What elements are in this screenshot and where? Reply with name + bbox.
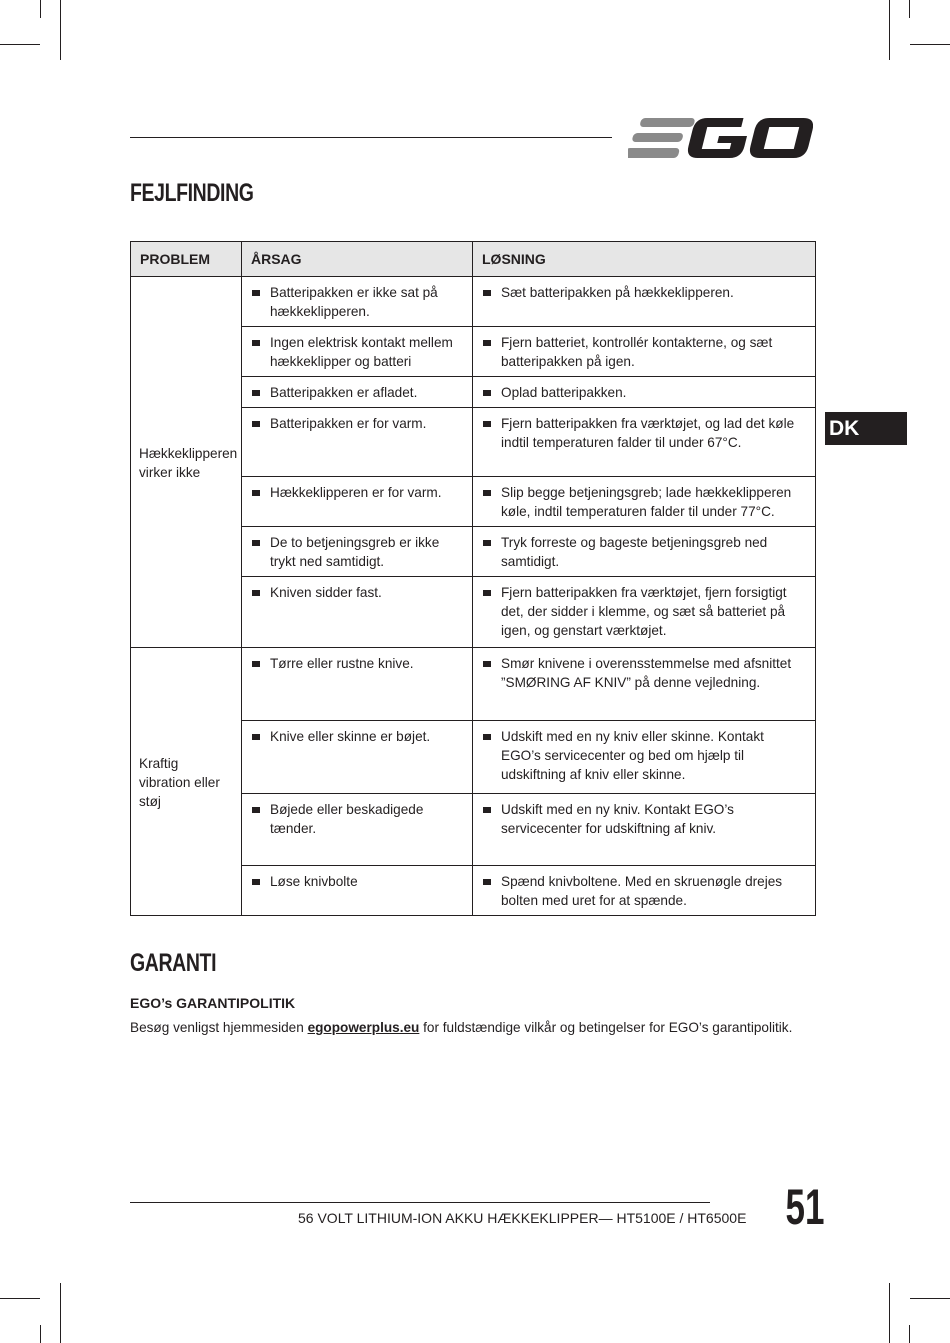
solution-cell: Slip begge betjeningsgreb; lade hækkeklipperen køle, indtil temperaturen falder til under 77°C. [473, 477, 816, 527]
bullet-square-icon [252, 734, 260, 740]
column-header-problem: PROBLEM [131, 242, 242, 277]
crop-mark [60, 0, 61, 60]
warranty-subheading: EGO’s GARANTIPOLITIK [130, 995, 296, 1011]
solution-cell: Fjern batteripakken fra værktøjet, og lad det køle indtil temperaturen falder til under 67°C. [473, 408, 816, 477]
cause-cell: Ingen elektrisk kontakt mellem hækkeklipper og batteri [242, 327, 473, 377]
solution-cell: Smør knivene i overensstemmelse med afsnittet ”SMØRING AF KNIV” på denne vejledning. [473, 648, 816, 721]
warranty-paragraph [130, 1020, 792, 1035]
bullet-square-icon [252, 390, 260, 396]
language-tab: DK [825, 412, 907, 445]
cause-cell: Batteripakken er ikke sat på hækkeklipperen. [242, 277, 473, 327]
warranty-text-after: for fuldstændige vilkår og betingelser for EGO’s garantipolitik. [419, 1020, 793, 1035]
cause-cell: Tørre eller rustne knive. [242, 648, 473, 721]
header-rule [130, 137, 612, 138]
column-header-solution: LØSNING [473, 242, 816, 277]
warranty-text-before: Besøg venligst hjemmesiden [130, 1020, 308, 1035]
solution-cell: Fjern batteriet, kontrollér kontakterne, og sæt batteripakken på igen. [473, 327, 816, 377]
cause-cell: Knive eller skinne er bøjet. [242, 721, 473, 794]
bullet-square-icon [483, 734, 491, 740]
solution-cell: Udskift med en ny kniv. Kontakt EGO’s servicecenter for udskiftning af kniv. [473, 794, 816, 866]
bullet-square-icon [483, 340, 491, 346]
page-number: 51 [785, 1179, 825, 1235]
bullet-square-icon [483, 590, 491, 596]
solution-cell: Tryk forreste og bageste betjeningsgreb ned samtidigt. [473, 527, 816, 577]
crop-mark [40, 1325, 41, 1343]
cause-cell: De to betjeningsgreb er ikke trykt ned samtidigt. [242, 527, 473, 577]
bullet-square-icon [252, 879, 260, 885]
crop-mark [60, 1283, 61, 1343]
warranty-link[interactable]: egopowerplus.eu [307, 1020, 420, 1035]
bullet-square-icon [483, 540, 491, 546]
cause-cell: Kniven sidder fast. [242, 577, 473, 648]
bullet-square-icon [252, 490, 260, 496]
bullet-square-icon [483, 490, 491, 496]
crop-mark [909, 1325, 910, 1343]
solution-cell: Udskift med en ny kniv eller skinne. Kontakt EGO’s servicecenter og bed om hjælp til udskiftning af kniv eller skinne. [473, 721, 816, 794]
solution-cell: Sæt batteripakken på hækkeklipperen. [473, 277, 816, 327]
crop-mark [0, 1298, 40, 1299]
solution-cell: Oplad batteripakken. [473, 377, 816, 408]
crop-mark [0, 44, 40, 45]
bullet-square-icon [252, 807, 260, 813]
bullet-square-icon [483, 807, 491, 813]
bullet-square-icon [252, 590, 260, 596]
bullet-square-icon [483, 390, 491, 396]
problem-cell: Hækkeklipperen virker ikke [131, 277, 242, 648]
crop-mark [910, 1298, 950, 1299]
solution-cell: Fjern batteripakken fra værktøjet, fjern forsigtigt det, der sidder i klemme, og sæt så batteriet på igen, og genstart værktøjet. [473, 577, 816, 648]
ego-logo [628, 116, 813, 160]
crop-mark [40, 0, 41, 18]
cause-cell: Hækkeklipperen er for varm. [242, 477, 473, 527]
solution-cell: Spænd knivboltene. Med en skruenøgle drejes bolten med uret for at spænde. [473, 866, 816, 916]
bullet-square-icon [483, 661, 491, 667]
column-header-cause: ÅRSAG [242, 242, 473, 277]
troubleshooting-heading: FEJLFINDING [130, 179, 254, 207]
crop-mark [889, 1283, 890, 1343]
crop-mark [889, 0, 890, 60]
bullet-square-icon [483, 421, 491, 427]
bullet-square-icon [483, 879, 491, 885]
footer-rule [130, 1202, 710, 1203]
cause-cell: Bøjede eller beskadigede tænder. [242, 794, 473, 866]
cause-cell: Batteripakken er for varm. [242, 408, 473, 477]
problem-cell: Kraftig vibration eller støj [131, 648, 242, 916]
cause-cell: Batteripakken er afladet. [242, 377, 473, 408]
table-row [131, 277, 816, 327]
table-row [131, 648, 816, 721]
footer-product-title: 56 VOLT LITHIUM-ION AKKU HÆKKEKLIPPER— HT5100E / HT6500E [298, 1210, 747, 1226]
troubleshooting-table [130, 241, 816, 916]
bullet-square-icon [252, 421, 260, 427]
bullet-square-icon [252, 290, 260, 296]
warranty-heading: GARANTI [130, 949, 217, 977]
bullet-square-icon [252, 340, 260, 346]
bullet-square-icon [252, 540, 260, 546]
crop-mark [910, 44, 950, 45]
crop-mark [909, 0, 910, 18]
bullet-square-icon [252, 661, 260, 667]
bullet-square-icon [483, 290, 491, 296]
cause-cell: Løse knivbolte [242, 866, 473, 916]
table-header-row [131, 242, 816, 277]
